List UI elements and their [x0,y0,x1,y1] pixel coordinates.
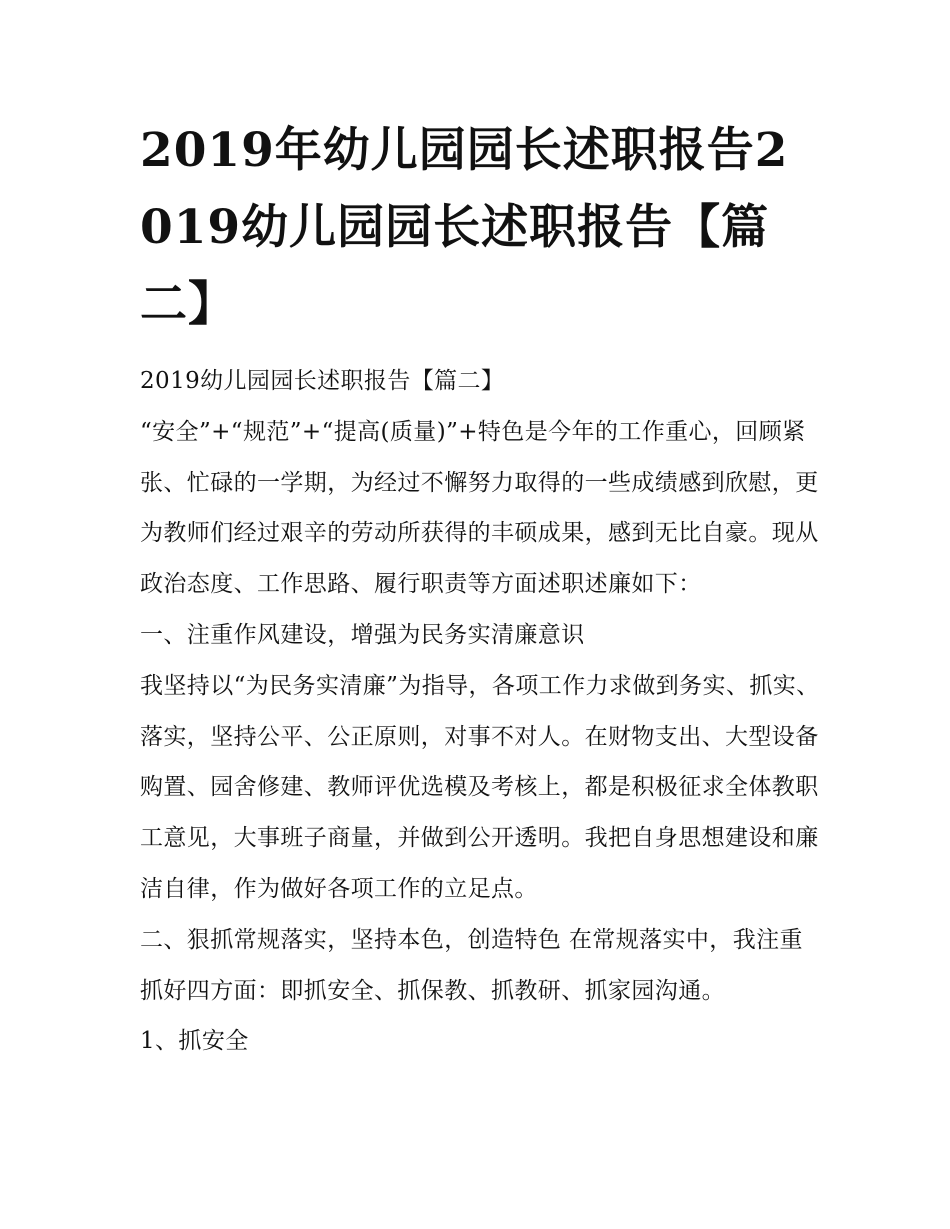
document-body [140,356,820,1067]
section-heading-1: 一、注重作风建设，增强为民务实清廉意识 [140,621,585,648]
subtitle-paragraph: 2019幼儿园园长述职报告【篇二】 [140,368,505,394]
document-title: 2019年幼儿园园长述职报告2019幼儿园园长述职报告【篇二】 [140,123,789,332]
subsection-heading-1: 1、抓安全 [140,1028,249,1055]
section-1-paragraph: 我坚持以“为民务实清廉”为指导，各项工作力求做到务实、抓实、落实，坚持公平、公正原则，对事不对人。在财物支出、大型设备购置、园舍修建、教师评优选模及考核上，都是积极征求全体教职工意见，大事班子商量，并做到公开透明。我把自身思想建设和廉洁自律，作为做好各项工作的立足点。 [140,672,820,902]
intro-paragraph: “安全”+“规范”+“提高(质量)”+特色是今年的工作重心，回顾紧张、忙碌的一学期，为经过不懈努力取得的一些成绩感到欣慰，更为教师们经过艰辛的劳动所获得的丰硕成果，感到无比自豪。现从政治态度、工作思路、履行职责等方面述职述廉如下： [140,418,819,598]
section-heading-2: 二、狠抓常规落实，坚持本色，创造特色 在常规落实中，我注重抓好四方面：即抓安全、抓保教、抓教研、抓家园沟通。 [140,926,803,1004]
